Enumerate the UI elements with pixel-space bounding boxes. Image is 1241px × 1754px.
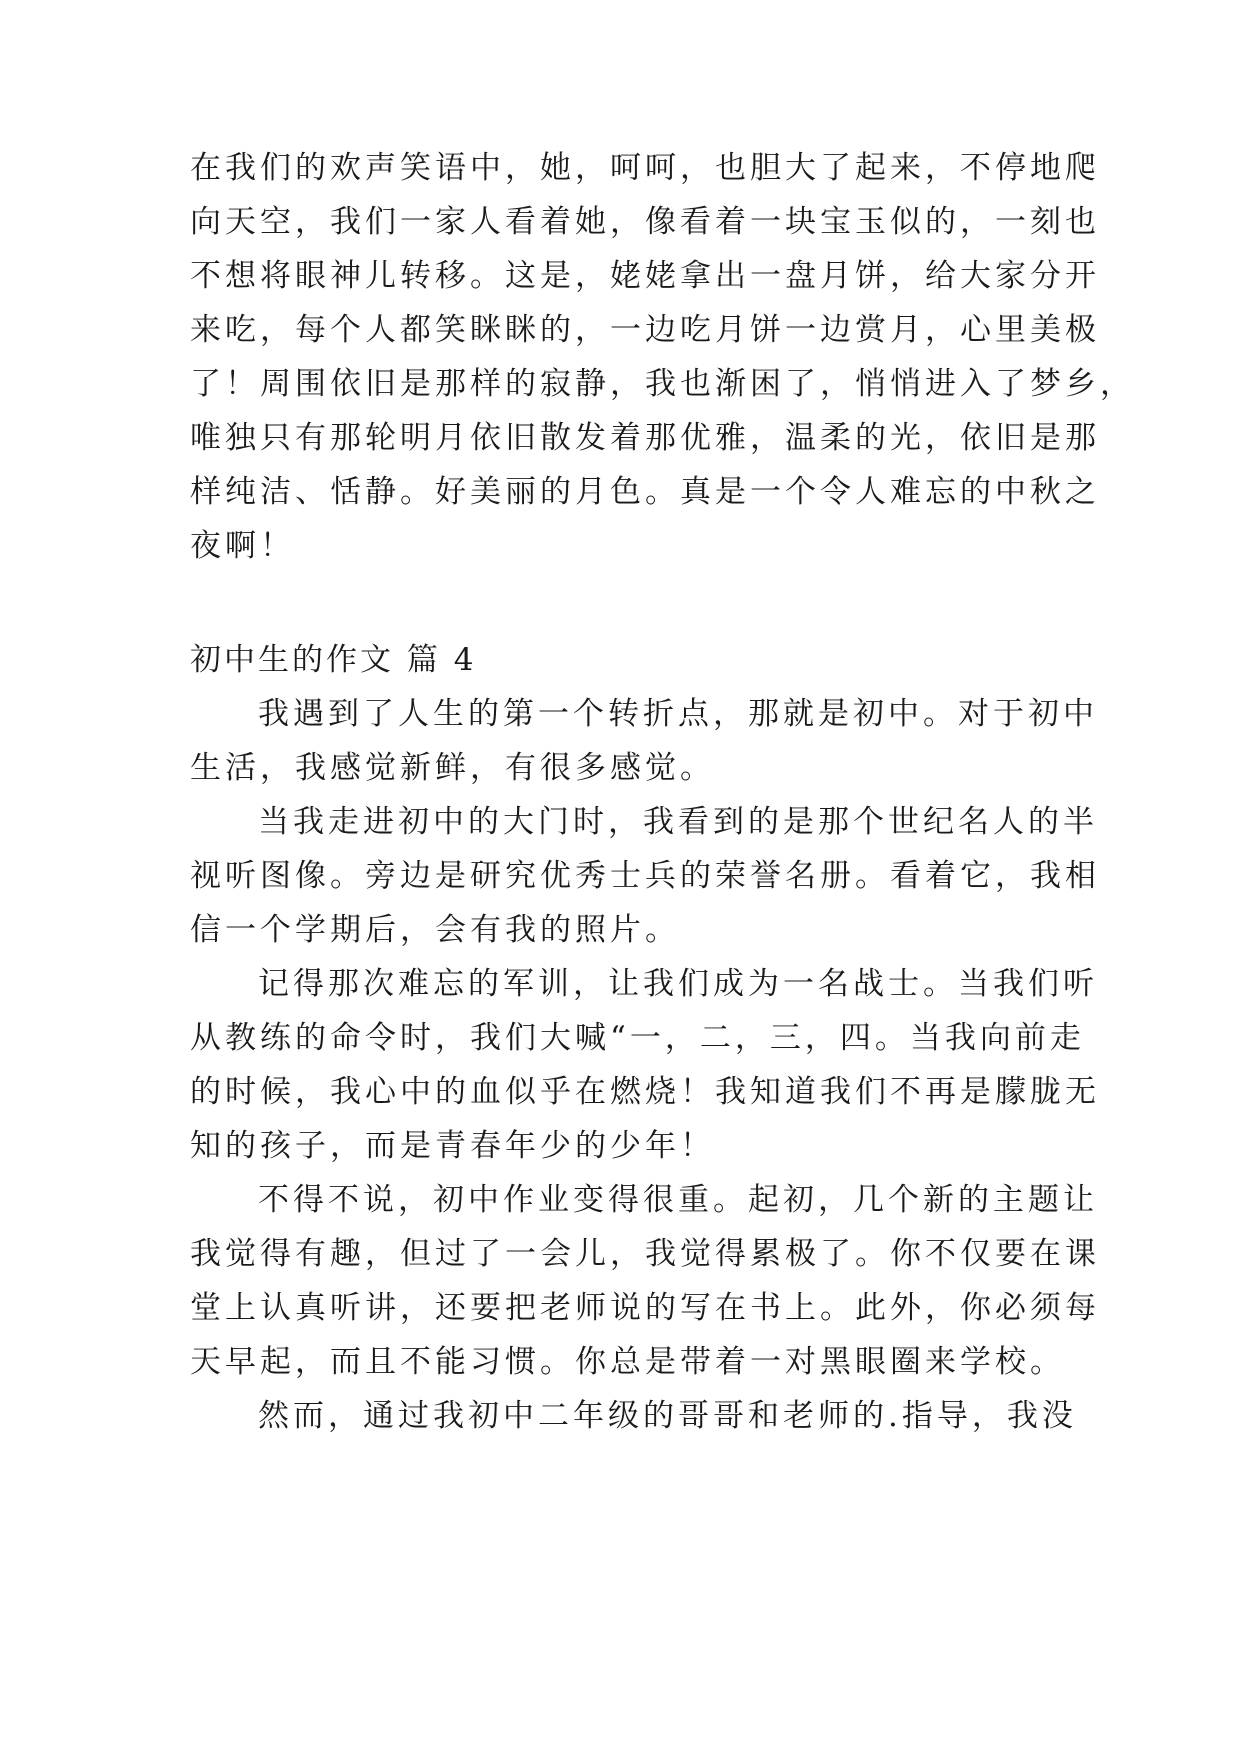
text-line: 信一个学期后，会有我的照片。 bbox=[190, 912, 680, 948]
text-line: 来吃，每个人都笑眯眯的，一边吃月饼一边赏月，心里美极 bbox=[190, 312, 1100, 348]
text-line: 视听图像。旁边是研究优秀士兵的荣誉名册。看着它，我相 bbox=[190, 858, 1100, 894]
text-line: 不想将眼神儿转移。这是，姥姥拿出一盘月饼，给大家分开 bbox=[190, 258, 1100, 294]
text-line: 样纯洁、恬静。好美丽的月色。真是一个令人难忘的中秋之 bbox=[190, 474, 1100, 510]
text-line: 唯独只有那轮明月依旧散发着那优雅，温柔的光，依旧是那 bbox=[190, 420, 1100, 456]
paragraph-first-line: 当我走进初中的大门时，我看到的是那个世纪名人的半 bbox=[258, 804, 1098, 840]
paragraph-first-line: 然而，通过我初中二年级的哥哥和老师的.指导，我没 bbox=[258, 1398, 1077, 1434]
text-line: 在我们的欢声笑语中，她，呵呵，也胆大了起来，不停地爬 bbox=[190, 150, 1100, 186]
paragraph-first-line: 我遇到了人生的第一个转折点，那就是初中。对于初中 bbox=[258, 696, 1098, 732]
section-heading: 初中生的作文 篇 4 bbox=[190, 642, 477, 678]
text-line: 向天空，我们一家人看着她，像看着一块宝玉似的，一刻也 bbox=[190, 204, 1100, 240]
text-line: 天早起，而且不能习惯。你总是带着一对黑眼圈来学校。 bbox=[190, 1344, 1065, 1380]
text-line: 知的孩子，而是青春年少的少年！ bbox=[190, 1128, 715, 1164]
text-line: 我觉得有趣，但过了一会儿，我觉得累极了。你不仅要在课 bbox=[190, 1236, 1100, 1272]
text-line: 堂上认真听讲，还要把老师说的写在书上。此外，你必须每 bbox=[190, 1290, 1100, 1326]
paragraph-first-line: 记得那次难忘的军训，让我们成为一名战士。当我们听 bbox=[258, 966, 1098, 1002]
paragraph-first-line: 不得不说，初中作业变得很重。起初，几个新的主题让 bbox=[258, 1182, 1098, 1218]
text-line: 从教练的命令时，我们大喊“一，二，三，四。当我向前走 bbox=[190, 1020, 1085, 1056]
text-line: 的时候，我心中的血似乎在燃烧！我知道我们不再是朦胧无 bbox=[190, 1074, 1100, 1110]
text-line: 生活，我感觉新鲜，有很多感觉。 bbox=[190, 750, 715, 786]
text-line: 了！周围依旧是那样的寂静，我也渐困了，悄悄进入了梦乡， bbox=[190, 366, 1135, 402]
text-line: 夜啊！ bbox=[190, 528, 295, 564]
